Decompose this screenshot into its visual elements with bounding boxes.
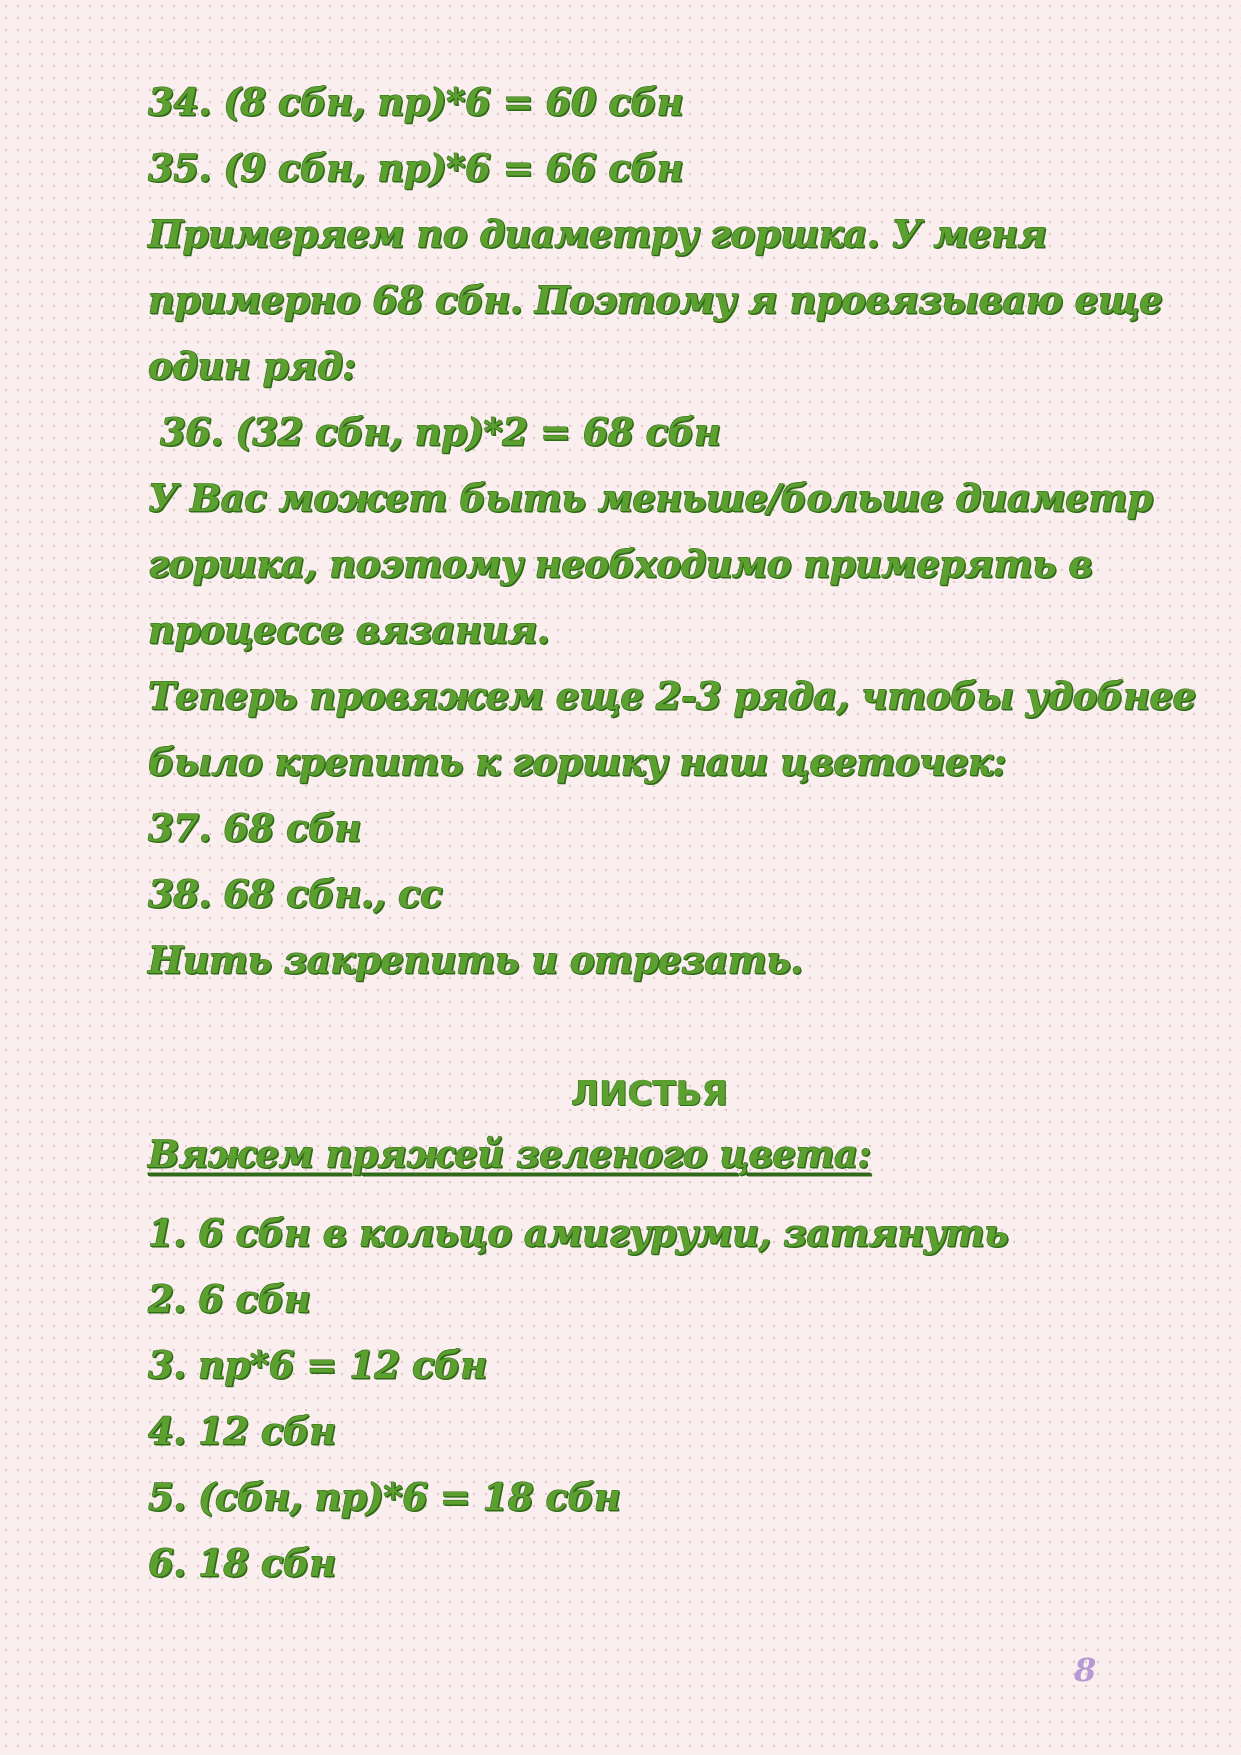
instruction-line: примерно 68 сбн. Поэтому я провязываю еще xyxy=(148,278,1163,322)
pattern-row-34: 34. (8 сбн, пр)*6 = 60 сбн xyxy=(148,80,684,124)
page-number: 8 xyxy=(1074,1651,1097,1689)
leaves-row-1: 1. 6 сбн в кольцо амигуруми, затянуть xyxy=(148,1211,1009,1255)
note-line: процессе вязания. xyxy=(148,608,550,652)
pattern-row-37: 37. 68 сбн xyxy=(148,806,361,850)
instruction-line: один ряд: xyxy=(148,344,356,388)
finishing-instruction: Нить закрепить и отрезать. xyxy=(148,938,803,982)
section-title-leaves: ЛИСТЬЯ xyxy=(571,1074,728,1114)
leaves-row-3: 3. пр*6 = 12 сбн xyxy=(148,1343,487,1387)
instruction-line: Примеряем по диаметру горшка. У меня xyxy=(148,212,1047,256)
section-subtitle: Вяжем пряжей зеленого цвета: xyxy=(148,1132,871,1176)
leaves-row-5: 5. (сбн, пр)*6 = 18 сбн xyxy=(148,1475,621,1519)
leaves-row-2: 2. 6 сбн xyxy=(148,1277,311,1321)
leaves-row-4: 4. 12 сбн xyxy=(148,1409,336,1453)
pattern-row-38: 38. 68 сбн., сс xyxy=(148,872,443,916)
instruction-line: было крепить к горшку наш цветочек: xyxy=(148,740,1006,784)
pattern-row-35: 35. (9 сбн, пр)*6 = 66 сбн xyxy=(148,146,684,190)
note-line: У Вас может быть меньше/больше диаметр xyxy=(148,476,1153,520)
instruction-line: Теперь провяжем еще 2-3 ряда, чтобы удобнее xyxy=(148,674,1196,718)
note-line: горшка, поэтому необходимо примерять в xyxy=(148,542,1093,586)
pattern-row-36: 36. (32 сбн, пр)*2 = 68 сбн xyxy=(160,410,721,454)
leaves-row-6: 6. 18 сбн xyxy=(148,1541,336,1585)
